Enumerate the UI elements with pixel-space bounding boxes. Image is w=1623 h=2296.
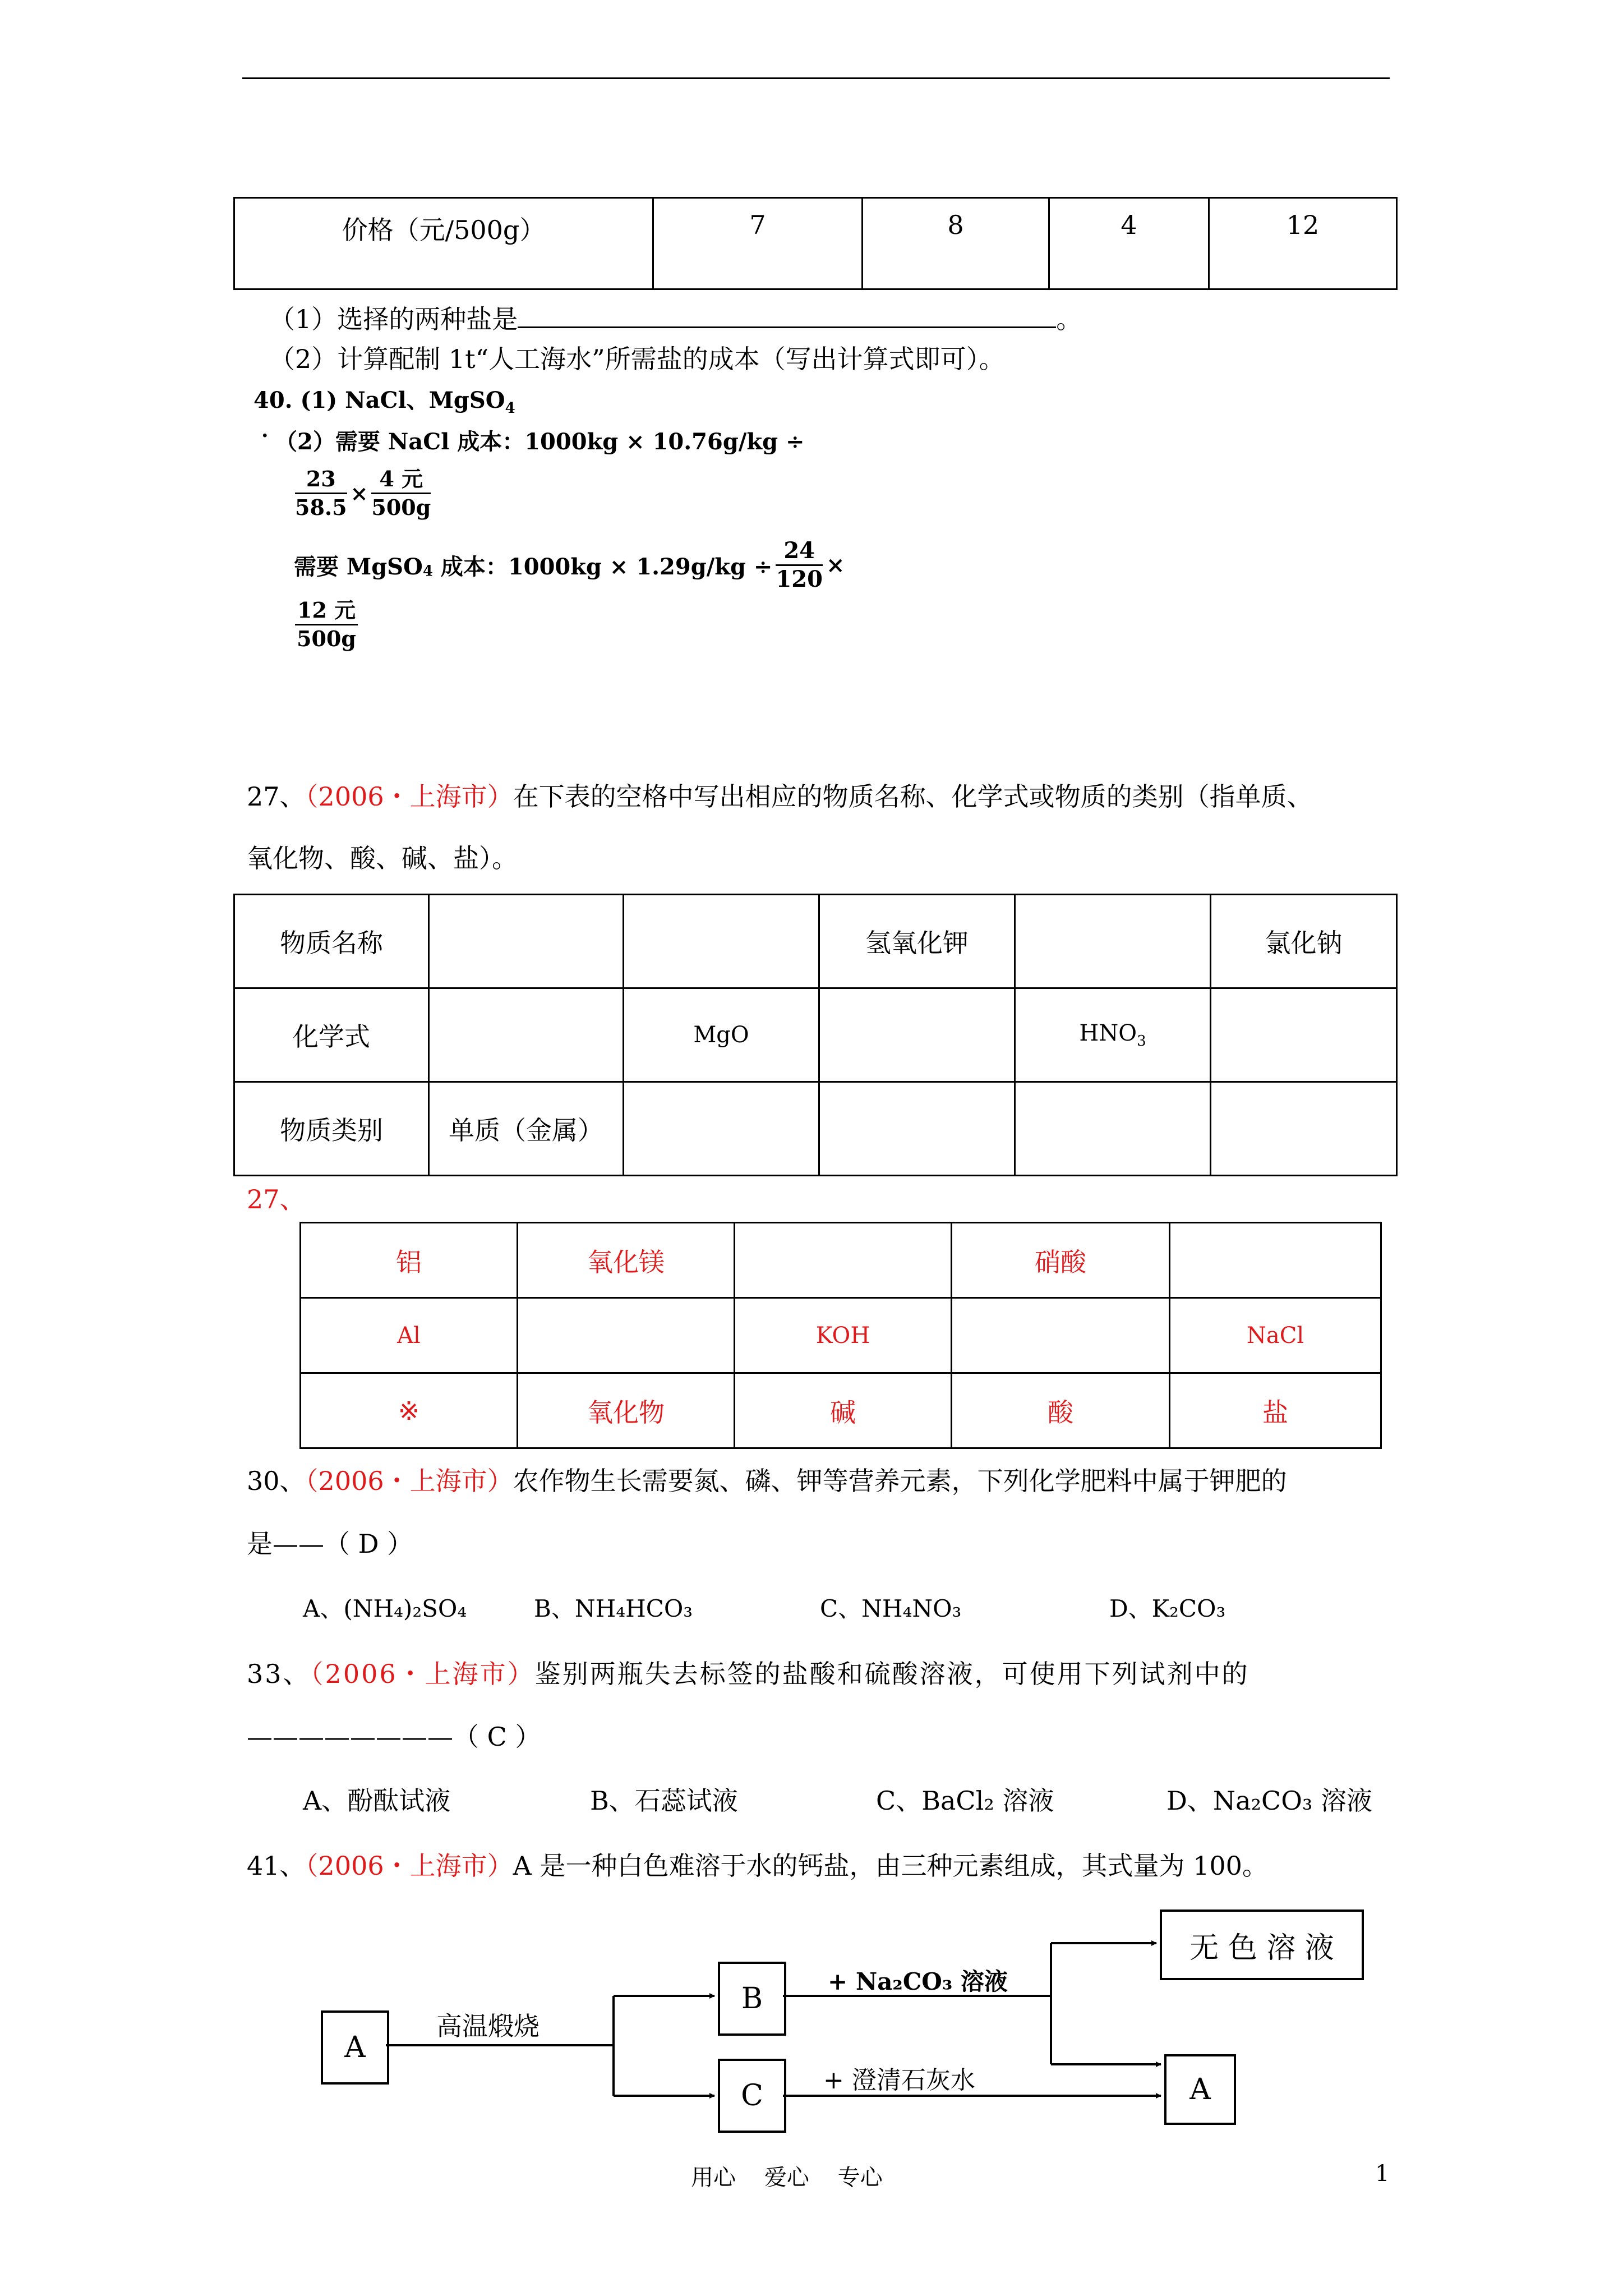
q40-answer-frac4 [292, 597, 361, 652]
footer-page-number: 1 [1375, 2161, 1390, 2187]
q27-row-header-category: 物质类别 [234, 1082, 429, 1176]
q33-source: （2006・上海市） [310, 1659, 535, 1689]
node-b: B [718, 1962, 786, 2036]
answer-cell: 铝 [301, 1223, 518, 1298]
q27-row-header-formula: 化学式 [234, 988, 429, 1082]
q33-option-b: B、石蕊试液 [590, 1786, 738, 1816]
node-c: C [718, 2059, 786, 2133]
node-a-end: A [1164, 2054, 1236, 2125]
q27-cell-hno3: $HNO_3$ [1015, 988, 1211, 1082]
price-value-2: 8 [863, 198, 1049, 289]
answer-cell [952, 1298, 1170, 1373]
answer-cell: ※ [301, 1373, 518, 1448]
node-colorless-solution: 无 色 溶 液 [1160, 1910, 1364, 1980]
label-add-limewater: + 澄清石灰水 [823, 2066, 975, 2095]
q27-cell [1015, 1082, 1211, 1176]
q27-line2: 氧化物、酸、碱、盐）。 [247, 843, 518, 873]
q27-row-header-name: 物质名称 [234, 895, 429, 988]
q27-answer-label: 27、 [247, 1184, 306, 1214]
q40-prompt-1: （1）选择的两种盐是 。 [269, 301, 1082, 336]
answer-cell: 硝酸 [952, 1223, 1170, 1298]
fraction-12yuan-500g: $\frac{\text{12 元}}{500g}$ [295, 597, 358, 652]
q41-source: （2006・上海市） [305, 1851, 513, 1881]
q27-cell [624, 895, 819, 988]
fraction-24-120: $\frac{24}{120}$ [776, 537, 823, 592]
price-value-4: 12 [1209, 198, 1397, 289]
q30-source: （2006・上海市） [305, 1466, 513, 1496]
q30-option-a: A、(NH₄)₂SO₄ [303, 1595, 467, 1622]
q30-option-b: B、NH₄HCO₃ [534, 1595, 693, 1622]
q27-cell [429, 988, 624, 1082]
answer-cell [735, 1223, 952, 1298]
q41-line1: 41、（2006・上海市）A 是一种白色难溶于水的钙盐，由三种元素组成，其式量为 100。 [247, 1851, 1268, 1881]
q27-cell [429, 895, 624, 988]
q27-cell: 氢氧化钾 [819, 895, 1015, 988]
q33-line1: 33、（2006・上海市）鉴别两瓶失去标签的盐酸和硫酸溶液，可使用下列试剂中的 [247, 1659, 1249, 1689]
answer-cell [1170, 1223, 1381, 1298]
answer-cell: Al [301, 1298, 518, 1373]
q30-line1: 30、（2006・上海市）农作物生长需要氮、磷、钾等营养元素，下列化学肥料中属于钾肥的 [247, 1466, 1287, 1496]
q27-cell [1015, 895, 1211, 988]
q27-cell [624, 1082, 819, 1176]
q33-option-c: C、BaCl₂ 溶液 [876, 1786, 1054, 1816]
label-high-temp-calcine: 高温煅烧 [436, 2011, 540, 2041]
q30-option-c: C、NH₄NO₃ [820, 1595, 962, 1622]
answer-cell: KOH [735, 1298, 952, 1373]
q27-cell: 氯化钠 [1211, 895, 1397, 988]
q27-cell [819, 1082, 1015, 1176]
q30-option-d: D、K₂CO₃ [1109, 1595, 1226, 1622]
q30-line2: 是——（ D ） [247, 1529, 413, 1559]
header-rule [242, 77, 1390, 79]
q40-prompt-2: （2）计算配制 1t“人工海水”所需盐的成本（写出计算式即可）。 [269, 344, 1005, 374]
q27-source: （2006・上海市） [305, 781, 513, 812]
answer-cell: 盐 [1170, 1373, 1381, 1448]
node-a-start: A [321, 2010, 389, 2085]
q27-cell: MgO [624, 988, 819, 1082]
q27-table [233, 894, 1398, 1176]
price-table [233, 197, 1398, 290]
q40-answer-line2: （2）需要 NaCl 成本：1000kg × 10.76g/kg ÷ [275, 429, 805, 455]
answer-blank [518, 301, 1056, 328]
q40-answer-line3: 需要 MgSO$_4$ 成本：1000kg × 1.29g/kg ÷ $\frac{24}{120}$ × [294, 537, 845, 592]
q27-cell [819, 988, 1015, 1082]
price-value-3: 4 [1049, 198, 1209, 289]
label-add-na2co3: + Na₂CO₃ 溶液 [828, 1968, 1008, 1995]
footer-center: 用心 爱心 专心 [691, 2165, 883, 2191]
q27-line1: 27、（2006・上海市）在下表的空格中写出相应的物质名称、化学式或物质的类别（指单质、 [247, 781, 1313, 812]
price-value-1: 7 [653, 198, 863, 289]
answer-cell: NaCl [1170, 1298, 1381, 1373]
q40-answer-fracs-1: $\frac{23}{58.5}$ × $\frac{\text{4 元}}{500g}$ [295, 466, 431, 520]
q27-answer-table [299, 1222, 1382, 1449]
q33-option-a: A、酚酞试液 [303, 1786, 451, 1816]
q27-cell [1211, 988, 1397, 1082]
answer-cell: 氧化物 [518, 1373, 735, 1448]
q33-line2: ————————（ C ） [247, 1722, 541, 1752]
answer-cell: 氧化镁 [518, 1223, 735, 1298]
answer-cell: 碱 [735, 1373, 952, 1448]
price-label: 价格（元/500g） [234, 198, 653, 289]
q40-answer-dot: · [261, 424, 269, 448]
q27-cell [1211, 1082, 1397, 1176]
answer-cell [518, 1298, 735, 1373]
q40-answer-line1: 40. (1) NaCl、MgSO$_4$ [253, 387, 515, 417]
answer-cell: 酸 [952, 1373, 1170, 1448]
q27-cell: 单质（金属） [429, 1082, 624, 1176]
fraction-4yuan-500g: $\frac{\text{4 元}}{500g}$ [371, 466, 431, 520]
fraction-23-58.5: $\frac{23}{58.5}$ [295, 466, 347, 520]
q33-option-d: D、Na₂CO₃ 溶液 [1166, 1786, 1372, 1816]
